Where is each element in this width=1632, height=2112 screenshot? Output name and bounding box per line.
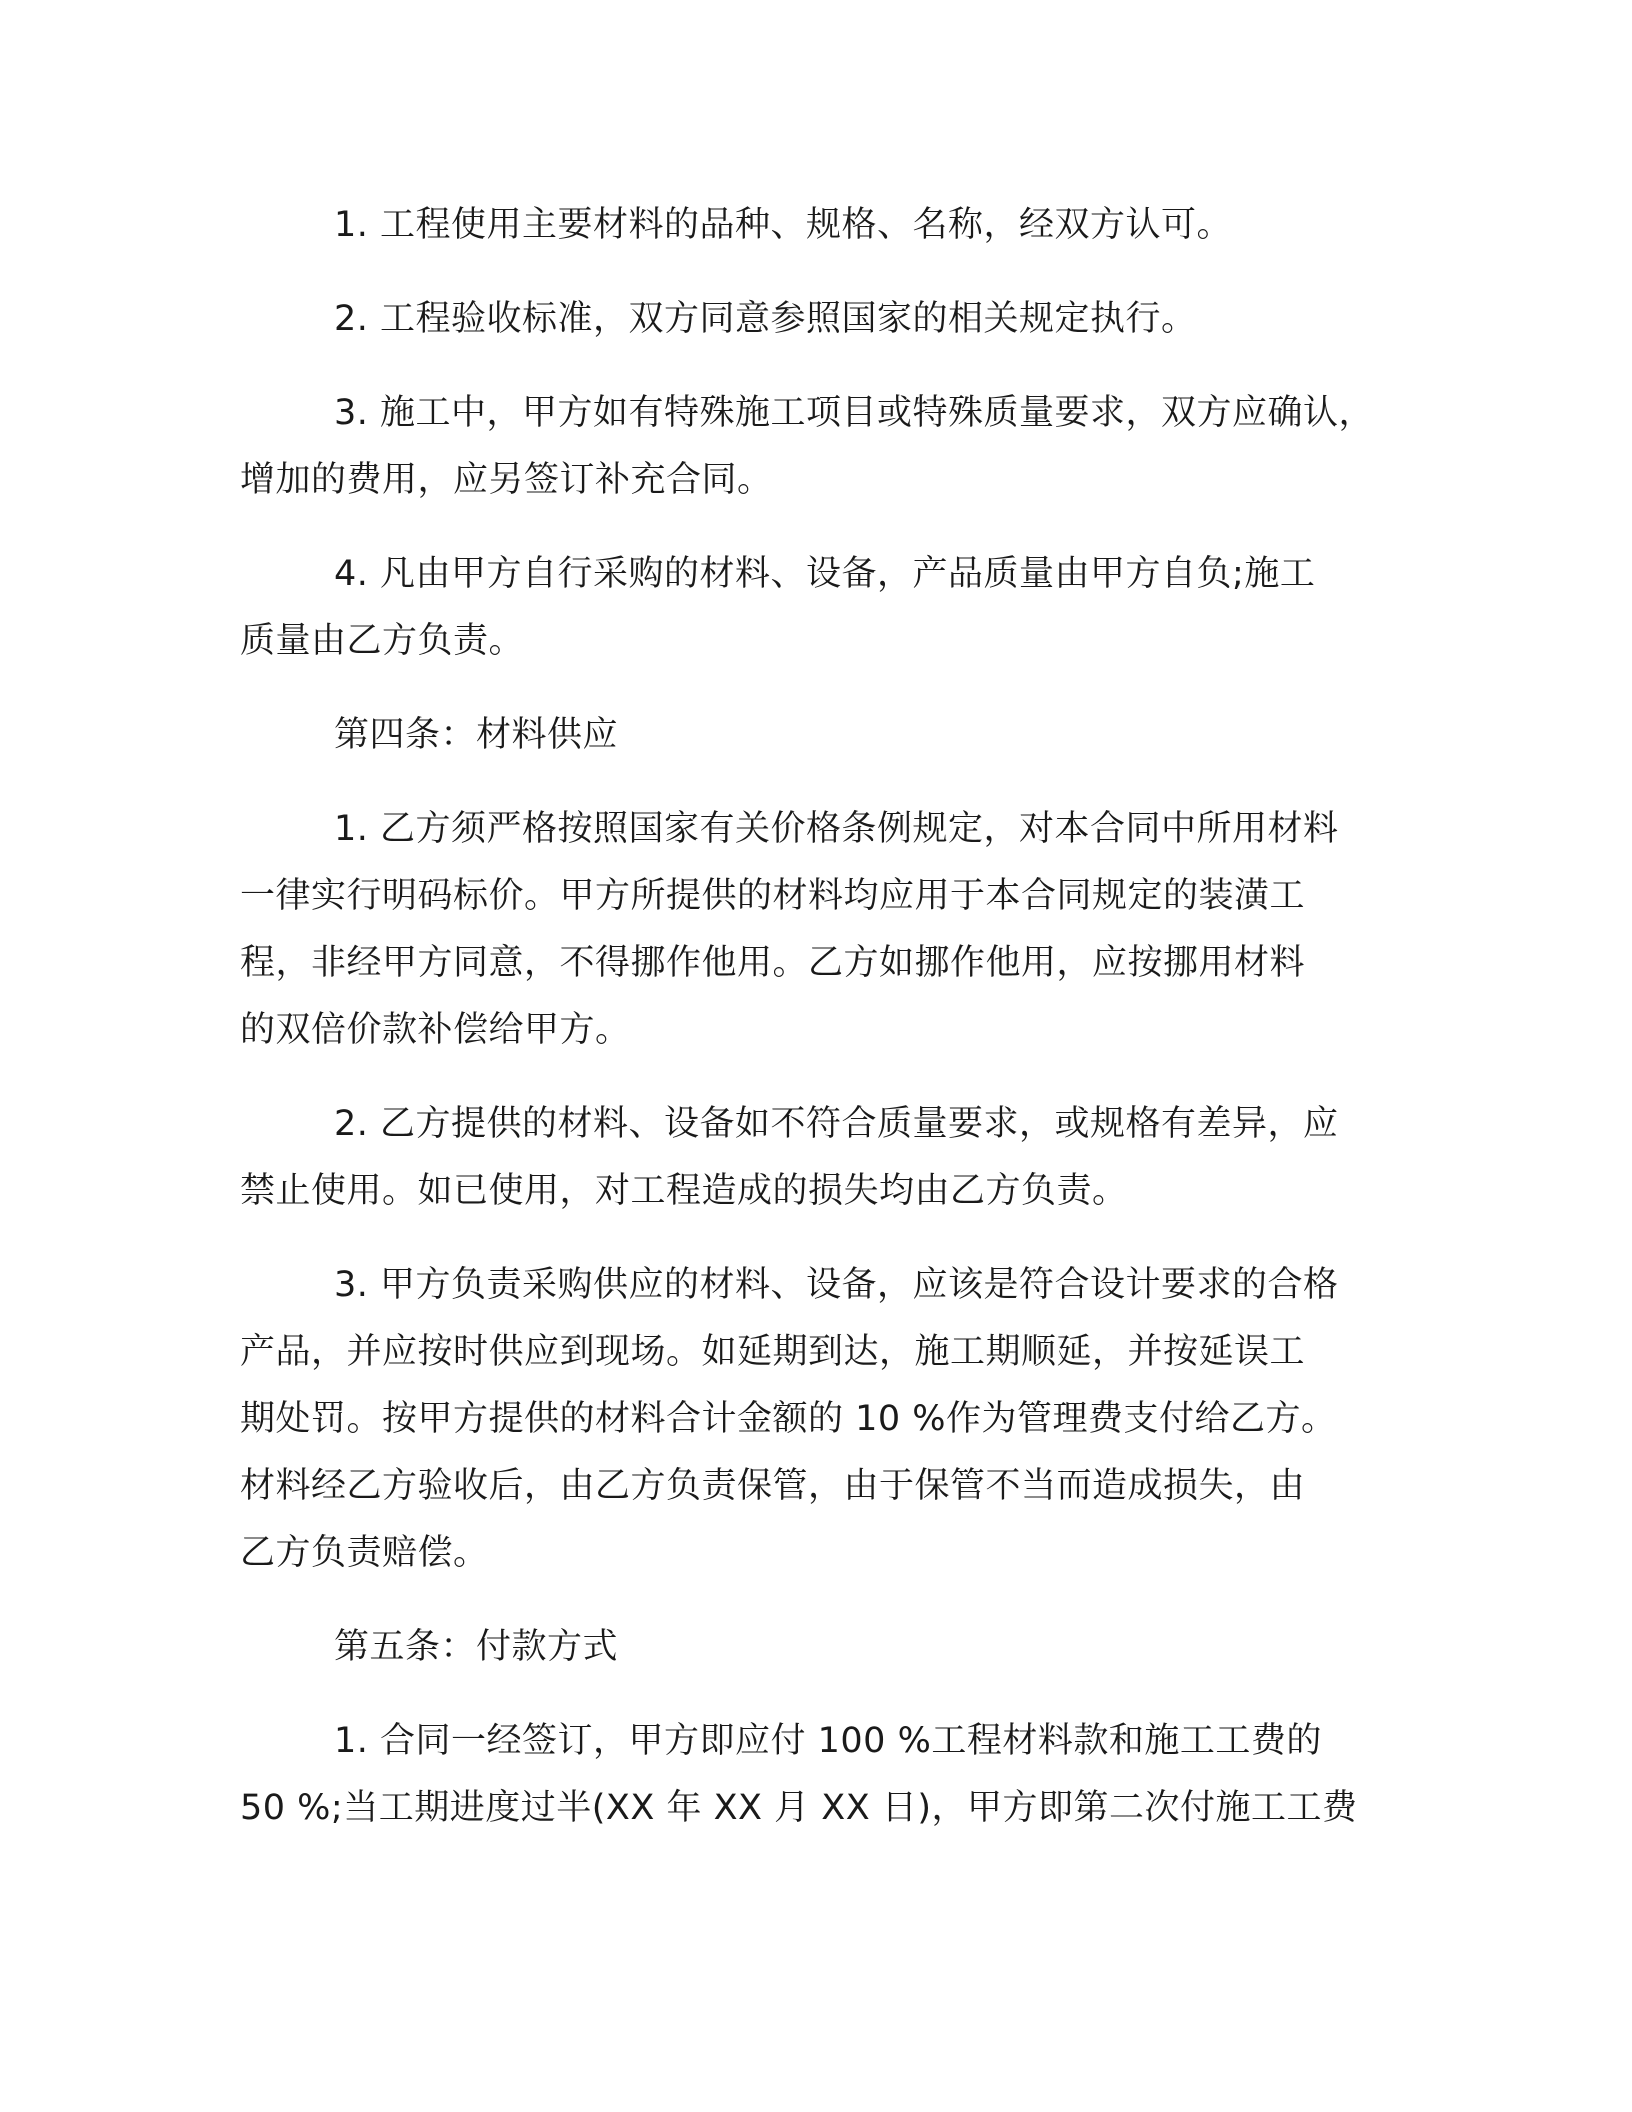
- text-line: 2. 乙方提供的材料、设备如不符合质量要求，或规格有差异，应: [334, 1104, 1339, 1144]
- text-line: 程，非经甲方同意，不得挪作他用。乙方如挪作他用，应按挪用材料: [240, 943, 1306, 983]
- paragraph-material-3: [240, 1252, 1420, 1587]
- document-body: [240, 192, 1420, 1842]
- paragraph-material-2: [240, 1091, 1420, 1225]
- text-line: 3. 施工中，甲方如有特殊施工项目或特殊质量要求，双方应确认，: [334, 393, 1375, 433]
- text-line: 50 %;当工期进度过半(XX 年 XX 月 XX 日)，甲方即第二次付施工工费: [240, 1788, 1358, 1828]
- text-line: 1. 合同一经签订，甲方即应付 100 %工程材料款和施工工费的: [334, 1721, 1322, 1761]
- paragraph-material-1: [240, 796, 1420, 1064]
- paragraph-clause-4: [240, 541, 1420, 675]
- text-line: 禁止使用。如已使用，对工程造成的损失均由乙方负责。: [240, 1171, 1128, 1211]
- paragraph-clause-3: [240, 380, 1420, 514]
- text-line: 期处罚。按甲方提供的材料合计金额的 10 %作为管理费支付给乙方。: [240, 1399, 1337, 1439]
- section-heading-article-5: [240, 1614, 1420, 1681]
- text-line: 2. 工程验收标准，双方同意参照国家的相关规定执行。: [334, 299, 1197, 339]
- text-line: 一律实行明码标价。甲方所提供的材料均应用于本合同规定的装潢工: [240, 876, 1306, 916]
- paragraph-clause-2: [240, 286, 1420, 353]
- text-line: 1. 乙方须严格按照国家有关价格条例规定，对本合同中所用材料: [334, 809, 1339, 849]
- text-line: 的双倍价款补偿给甲方。: [240, 1010, 631, 1050]
- heading-text: 第四条：材料供应: [334, 715, 619, 755]
- heading-text: 第五条：付款方式: [334, 1627, 619, 1667]
- text-line: 质量由乙方负责。: [240, 621, 525, 661]
- paragraph-clause-1: [240, 192, 1420, 259]
- text-line: 产品，并应按时供应到现场。如延期到达，施工期顺延，并按延误工: [240, 1332, 1306, 1372]
- text-line: 4. 凡由甲方自行采购的材料、设备，产品质量由甲方自负;施工: [334, 554, 1316, 594]
- section-heading-article-4: [240, 702, 1420, 769]
- text-line: 乙方负责赔偿。: [240, 1533, 489, 1573]
- text-line: 增加的费用，应另签订补充合同。: [240, 460, 773, 500]
- paragraph-payment-1: [240, 1708, 1420, 1842]
- text-line: 材料经乙方验收后，由乙方负责保管，由于保管不当而造成损失，由: [240, 1466, 1306, 1506]
- text-line: 1. 工程使用主要材料的品种、规格、名称，经双方认可。: [334, 205, 1233, 245]
- text-line: 3. 甲方负责采购供应的材料、设备，应该是符合设计要求的合格: [334, 1265, 1339, 1305]
